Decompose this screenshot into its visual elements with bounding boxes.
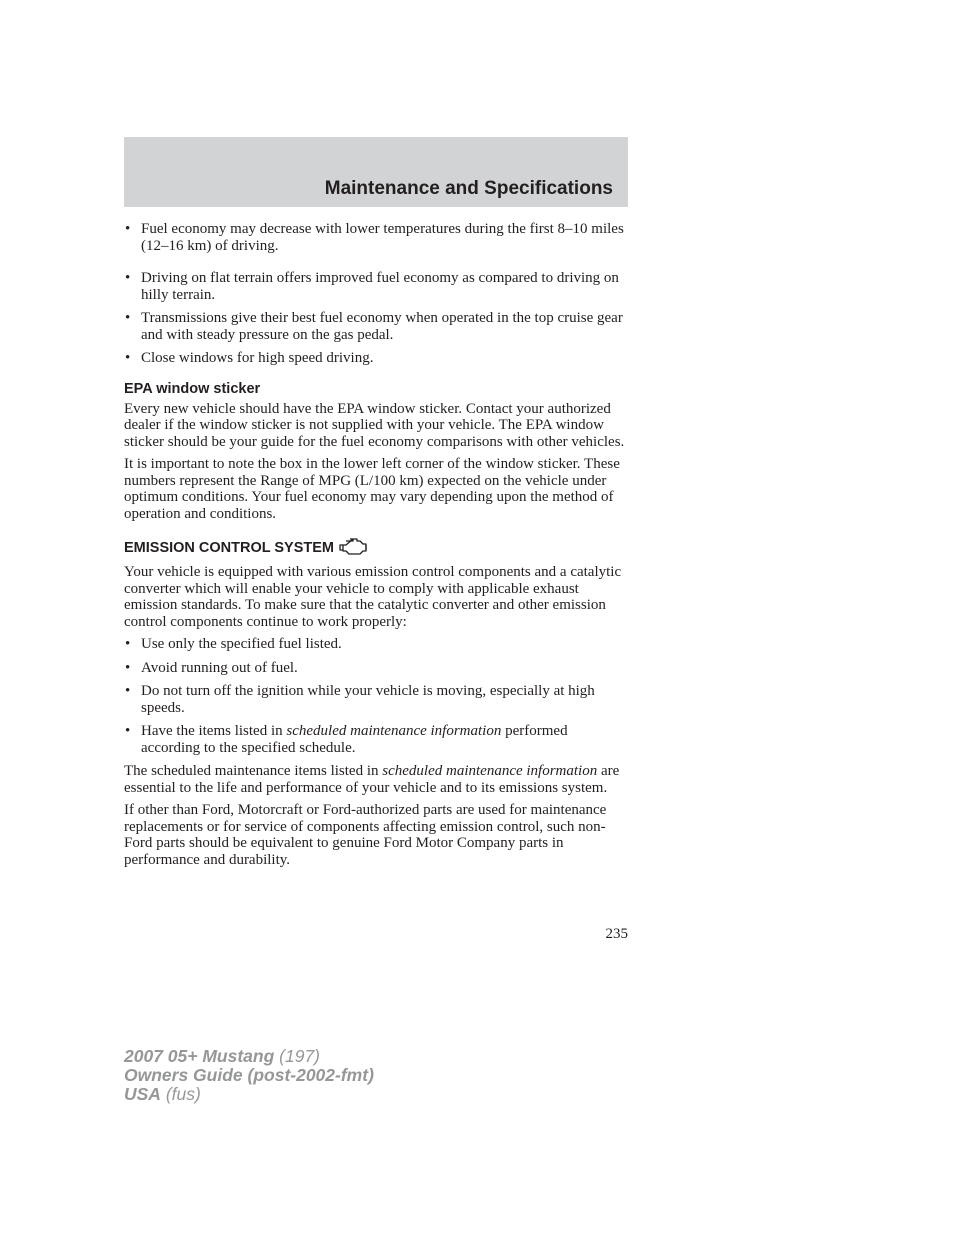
emission-heading-text: EMISSION CONTROL SYSTEM (124, 540, 335, 556)
bullet: • (125, 636, 131, 652)
list-item (124, 660, 628, 677)
text-run: performed according to the specified schedule. (141, 723, 568, 756)
epa-heading: EPA window sticker (124, 380, 261, 397)
epa-paragraph: It is important to note the box in the lower left corner of the window sticker. These numbers represent the Range of MPG (L/100 km) expected on the vehicle under optimum conditions. Your fuel economy may vary depending upon the method of operation and conditions. (124, 456, 620, 522)
list-item-text: Driving on flat terrain offers improved fuel economy as compared to driving on hilly terrain. (141, 270, 619, 303)
list-item (124, 221, 628, 254)
text-run: The scheduled maintenance items listed in (124, 763, 383, 779)
epa-paragraph: Every new vehicle should have the EPA window sticker. Contact your authorized dealer if the window sticker is not supplied with your vehicle. The EPA window sticker should be your guide for the fuel economy comparisons with other vehicles. (124, 400, 625, 450)
bullet: • (125, 350, 131, 366)
page-content (124, 221, 628, 874)
footer-line (124, 1085, 374, 1104)
footer-line (124, 1066, 374, 1085)
list-item-text: Close windows for high speed driving. (141, 350, 374, 366)
list-item-text: Transmissions give their best fuel economy when operated in the top cruise gear and with steady pressure on the gas pedal. (141, 310, 623, 343)
bullet: • (125, 221, 131, 237)
section-title: Maintenance and Specifications (324, 178, 613, 199)
list-item-text: Do not turn off the ignition while your vehicle is moving, especially at high speeds. (141, 683, 595, 716)
text-run: are essential to the life and performance of your vehicle and to its emissions system. (124, 763, 620, 796)
emission-intro: Your vehicle is equipped with various emission control components and a catalytic converter which will enable your vehicle to comply with applicable exhaust emission standards. To make sure that the catalytic converter and other emission control components continue to work properly: (124, 564, 622, 630)
fuel-tips-list (124, 221, 628, 367)
footer-market-code: (fus) (165, 1084, 201, 1104)
list-item (124, 270, 628, 303)
bullet: • (125, 270, 131, 286)
parts-paragraph: If other than Ford, Motorcraft or Ford-authorized parts are used for maintenance replacements or for service of components affecting emission control, such non-Ford parts should be equivalent to genuine Ford Motor Company parts in performance and durability. (124, 802, 607, 868)
italic-reference: scheduled maintenance information (286, 723, 502, 739)
list-item (124, 310, 628, 343)
emission-heading (124, 536, 628, 561)
list-item (124, 723, 628, 756)
section-header-band (124, 137, 628, 207)
emission-list (124, 636, 628, 756)
italic-reference: scheduled maintenance information (382, 763, 598, 779)
footer-market: USA (124, 1084, 161, 1104)
page-number: 235 (605, 926, 628, 942)
footer-code: (197) (279, 1046, 321, 1066)
list-item (124, 683, 628, 716)
scheduled-maintenance-paragraph (124, 763, 628, 796)
bullet: • (125, 683, 131, 699)
list-item-text (141, 723, 568, 756)
footer-model: 2007 05+ Mustang (124, 1046, 275, 1066)
text-run: Have the items listed in (141, 723, 287, 739)
list-item-text: Use only the specified fuel listed. (141, 636, 342, 652)
list-item-text: Fuel economy may decrease with lower temperatures during the first 8–10 miles (12–16 km) of driving. (141, 221, 624, 254)
footer-guide: Owners Guide (post-2002-fmt) (124, 1065, 374, 1085)
footer-imprint (124, 1047, 374, 1104)
bullet: • (125, 723, 131, 739)
bullet: • (125, 310, 131, 326)
list-item (124, 636, 628, 653)
footer-line (124, 1047, 374, 1066)
list-item (124, 350, 628, 367)
bullet: • (125, 659, 131, 676)
engine-icon (339, 536, 369, 561)
list-item-text: Avoid running out of fuel. (141, 659, 298, 676)
